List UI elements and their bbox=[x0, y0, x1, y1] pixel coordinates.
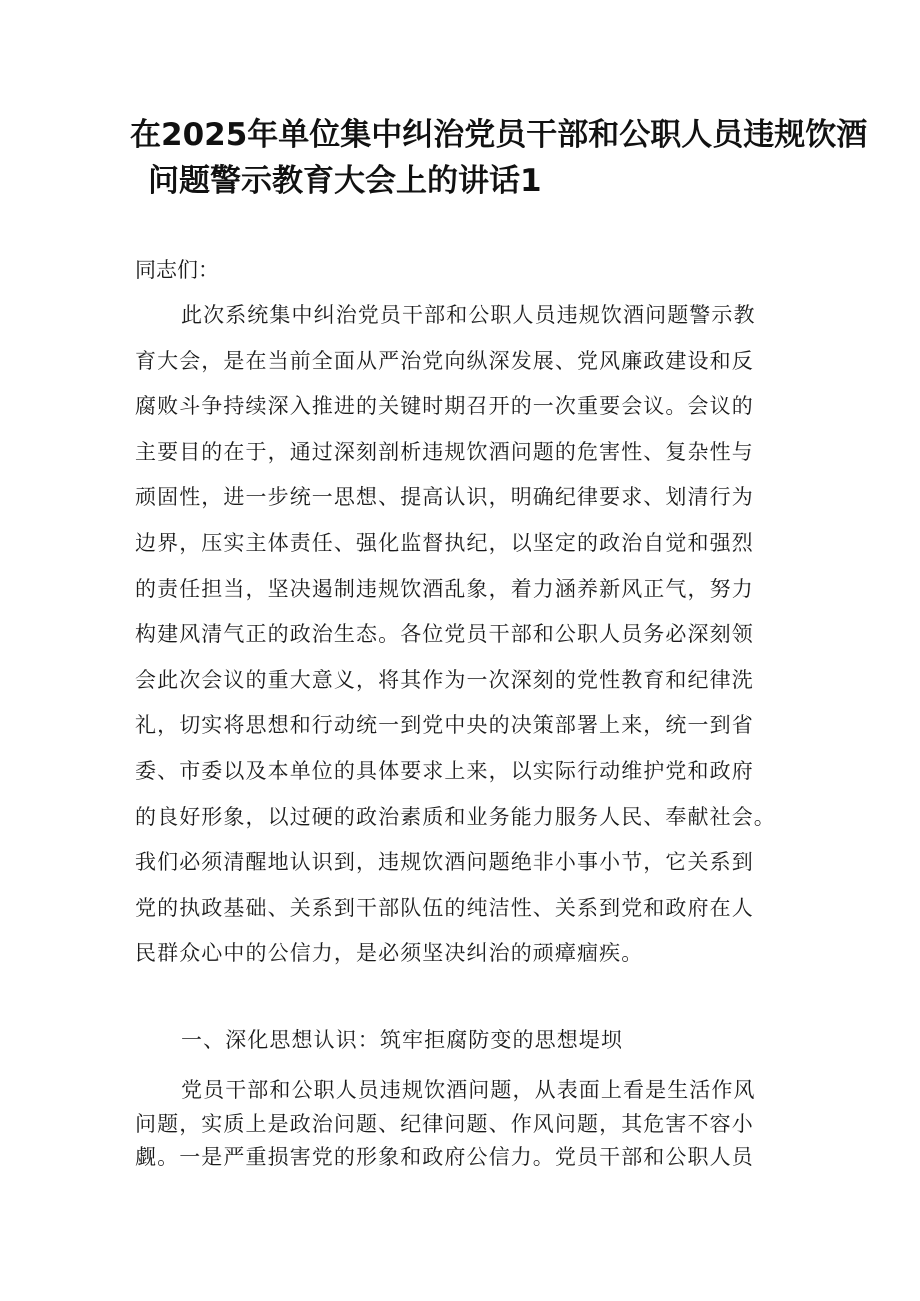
paragraph-line: 此次系统集中纠治党员干部和公职人员违规饮酒问题警示教 bbox=[181, 303, 756, 327]
paragraph-line: 边界，压实主体责任、强化监督执纪，以坚定的政治自觉和强烈 bbox=[135, 530, 754, 555]
title-line-2: 问题警示教育大会上的讲话1 bbox=[148, 163, 542, 199]
paragraph-line: 委、市委以及本单位的具体要求上来，以实际行动维护党和政府 bbox=[135, 758, 754, 783]
paragraph-line: 的责任担当，坚决遏制违规饮酒乱象，着力涵养新风正气，努力 bbox=[135, 576, 754, 601]
document-title bbox=[130, 112, 868, 204]
paragraph-line: 觑。一是严重损害党的形象和政府公信力。党员干部和公职人员 bbox=[135, 1145, 754, 1169]
paragraph-2 bbox=[135, 1074, 790, 1175]
paragraph-1 bbox=[135, 293, 790, 977]
paragraph-line: 民群众心中的公信力，是必须坚决纠治的顽瘴痼疾。 bbox=[135, 941, 644, 966]
title-line-1: 在2025年单位集中纠治党员干部和公职人员违规饮酒 bbox=[130, 117, 868, 153]
paragraph-line: 问题，实质上是政治问题、纪律问题、作风问题，其危害不容小 bbox=[135, 1111, 754, 1136]
paragraph-line: 顽固性，进一步统一思想、提高认识，明确纪律要求、划清行为 bbox=[135, 485, 754, 510]
paragraph-line: 党的执政基础、关系到干部队伍的纯洁性、关系到党和政府在人 bbox=[135, 895, 754, 920]
paragraph-line: 主要目的在于，通过深刻剖析违规饮酒问题的危害性、复杂性与 bbox=[135, 439, 754, 464]
salutation: 同志们： bbox=[135, 258, 219, 282]
paragraph-line: 腐败斗争持续深入推进的关键时期召开的一次重要会议。会议的 bbox=[135, 394, 754, 419]
paragraph-line: 育大会，是在当前全面从严治党向纵深发展、党风廉政建设和反 bbox=[135, 348, 754, 373]
paragraph-line: 礼，切实将思想和行动统一到党中央的决策部署上来，统一到省 bbox=[135, 713, 754, 738]
paragraph-line: 的良好形象，以过硬的政治素质和业务能力服务人民、奉献社会。 bbox=[135, 804, 776, 829]
paragraph-line: 会此次会议的重大意义，将其作为一次深刻的党性教育和纪律洗 bbox=[135, 667, 754, 692]
section-heading-1: 一、深化思想认识：筑牢拒腐防变的思想堤坝 bbox=[181, 1028, 623, 1052]
paragraph-line: 构建风清气正的政治生态。各位党员干部和公职人员务必深刻领 bbox=[135, 622, 754, 647]
paragraph-line: 我们必须清醒地认识到，违规饮酒问题绝非小事小节，它关系到 bbox=[135, 850, 754, 875]
paragraph-line: 党员干部和公职人员违规饮酒问题，从表面上看是生活作风 bbox=[181, 1078, 756, 1102]
